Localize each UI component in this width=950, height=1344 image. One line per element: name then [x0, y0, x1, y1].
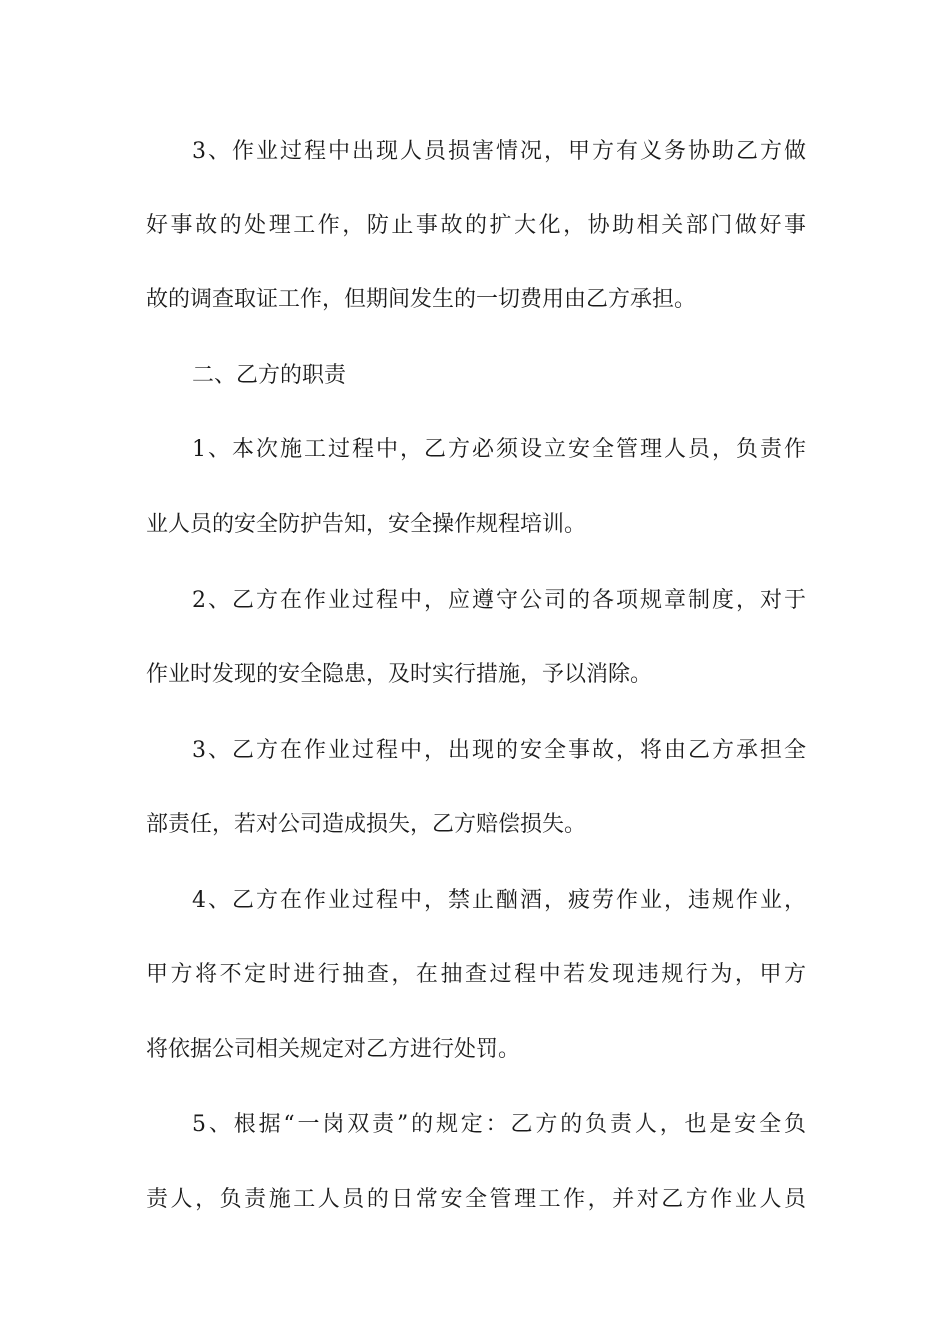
text-line-8: 作业时发现的安全隐患，及时实行措施，予以消除。	[146, 662, 653, 687]
text-line-1: 3、作业过程中出现人员损害情况，甲方有义务协助乙方做	[192, 139, 806, 164]
text-line-15: 责人，负责施工人员的日常安全管理工作，并对乙方作业人员	[146, 1187, 806, 1212]
text-line-7: 2、乙方在作业过程中，应遵守公司的各项规章制度，对于	[192, 588, 806, 613]
text-line-14: 5、根据“一岗双责”的规定：乙方的负责人，也是安全负	[192, 1112, 806, 1137]
text-line-3: 故的调查取证工作，但期间发生的一切费用由乙方承担。	[146, 287, 697, 312]
text-line-10: 部责任，若对公司造成损失，乙方赔偿损失。	[146, 812, 587, 837]
text-line-2: 好事故的处理工作，防止事故的扩大化，协助相关部门做好事	[146, 213, 806, 238]
text-line-5: 1、本次施工过程中，乙方必须设立安全管理人员，负责作	[192, 437, 806, 462]
text-line-13: 将依据公司相关规定对乙方进行处罚。	[146, 1037, 521, 1062]
text-line-9: 3、乙方在作业过程中，出现的安全事故，将由乙方承担全	[192, 738, 806, 763]
text-line-6: 业人员的安全防护告知，安全操作规程培训。	[146, 512, 587, 537]
text-line-12: 甲方将不定时进行抽查，在抽查过程中若发现违规行为，甲方	[146, 962, 806, 987]
text-line-11: 4、乙方在作业过程中，禁止酗酒，疲劳作业，违规作业，	[192, 888, 806, 913]
section-heading: 二、乙方的职责	[192, 363, 347, 388]
